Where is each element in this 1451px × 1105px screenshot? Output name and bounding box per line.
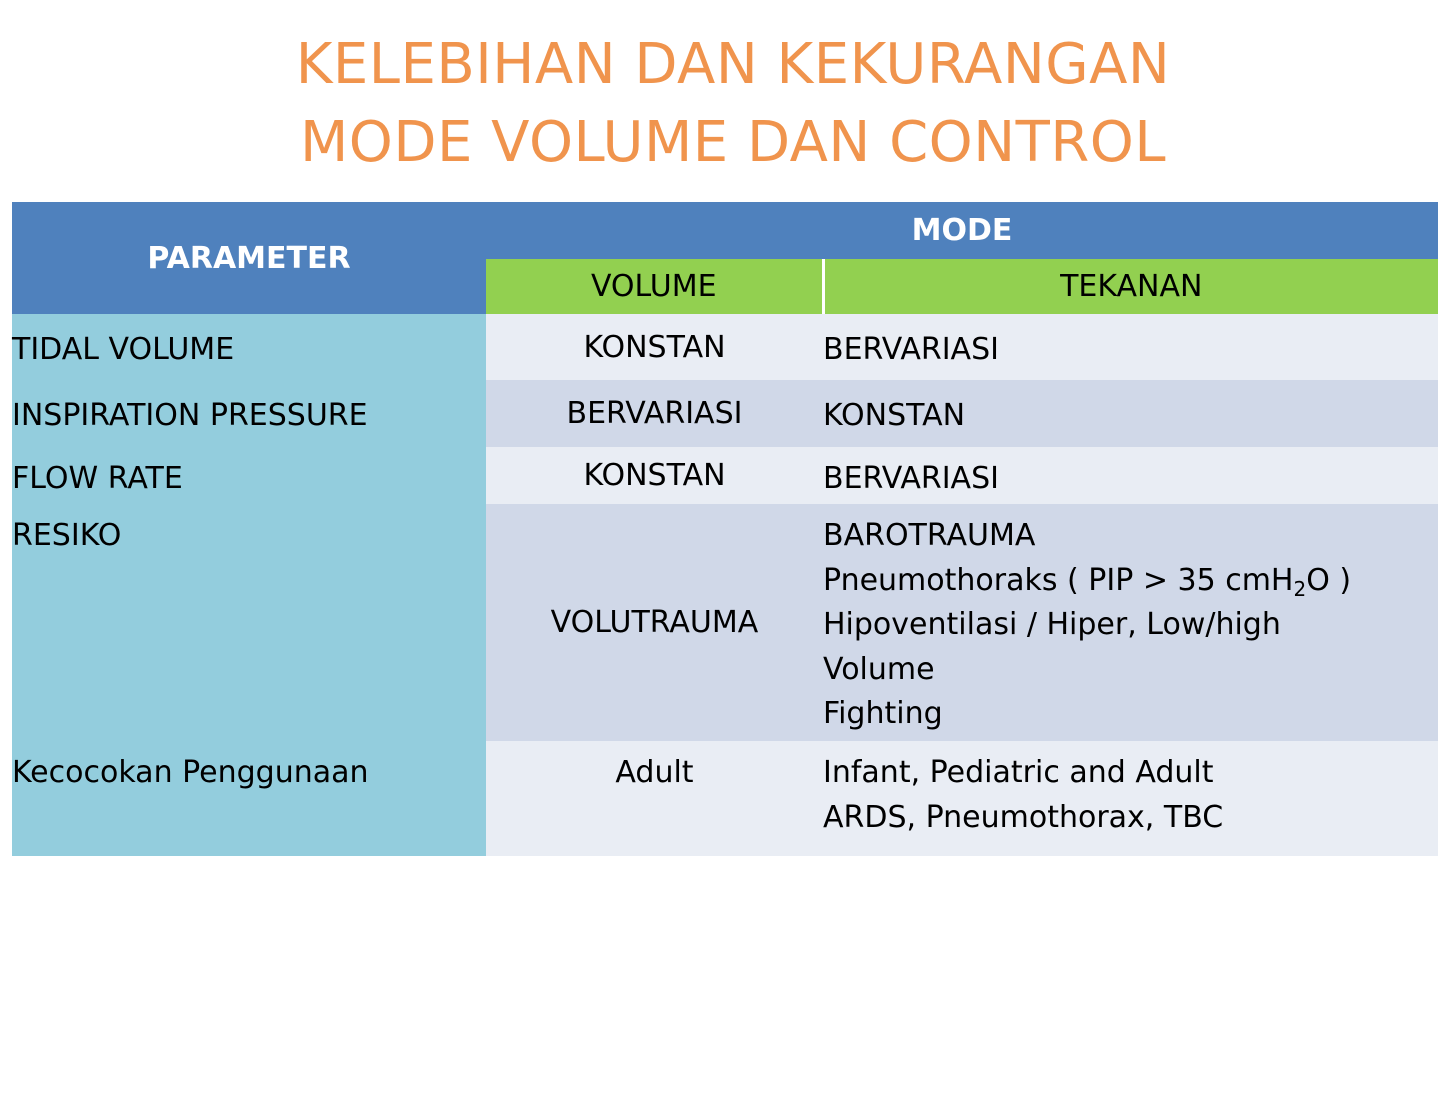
- header-mode: MODE: [486, 202, 1438, 259]
- parameter-cell: FLOW RATE: [12, 447, 486, 504]
- volume-cell: Adult: [486, 741, 823, 856]
- formula-subscript: 2: [1293, 576, 1307, 601]
- parameter-cell: TIDAL VOLUME: [12, 314, 486, 380]
- tekanan-line: Volume: [823, 651, 935, 687]
- volume-cell: KONSTAN: [486, 314, 823, 380]
- tekanan-line-formula: [823, 559, 1438, 604]
- volume-cell: KONSTAN: [486, 447, 823, 504]
- table-row: [12, 504, 1438, 741]
- formula-text-end: O ): [1306, 562, 1352, 598]
- tekanan-line: BERVARIASI: [823, 461, 999, 496]
- tekanan-line: BERVARIASI: [823, 332, 999, 367]
- tekanan-line: Hipoventilasi / Hiper, Low/high: [823, 607, 1281, 642]
- tekanan-cell: [823, 314, 1438, 380]
- tekanan-line: KONSTAN: [823, 398, 966, 433]
- tekanan-line: ARDS, Pneumothorax, TBC: [823, 799, 1224, 835]
- tekanan-cell: [823, 504, 1438, 741]
- parameter-cell: Kecocokan Penggunaan: [12, 741, 486, 856]
- volume-cell: VOLUTRAUMA: [486, 504, 823, 741]
- table-row: [12, 741, 1438, 856]
- title-line-1: KELEBIHAN DAN KEKURANGAN: [295, 32, 1171, 97]
- header-row-top: [12, 202, 1438, 259]
- table-row: [12, 447, 1438, 504]
- title-line-2: MODE VOLUME DAN CONTROL: [299, 110, 1167, 175]
- header-parameter: PARAMETER: [12, 202, 486, 314]
- tekanan-cell: [823, 741, 1438, 856]
- parameter-cell: RESIKO: [12, 504, 486, 741]
- formula-text: Pneumothoraks ( PIP > 35 cmH: [823, 562, 1294, 598]
- tekanan-cell: [823, 447, 1438, 504]
- tekanan-line: Infant, Pediatric and Adult: [823, 755, 1214, 790]
- tekanan-cell: [823, 380, 1438, 447]
- comparison-table: [12, 202, 1438, 856]
- tekanan-line: BAROTRAUMA: [823, 518, 1036, 553]
- parameter-cell: INSPIRATION PRESSURE: [12, 380, 486, 447]
- header-volume: VOLUME: [486, 259, 823, 314]
- table-row: [12, 380, 1438, 447]
- header-tekanan: TEKANAN: [823, 259, 1438, 314]
- slide-title: [0, 26, 1451, 182]
- table-row: [12, 314, 1438, 380]
- volume-cell: BERVARIASI: [486, 380, 823, 447]
- tekanan-line: Fighting: [823, 696, 943, 731]
